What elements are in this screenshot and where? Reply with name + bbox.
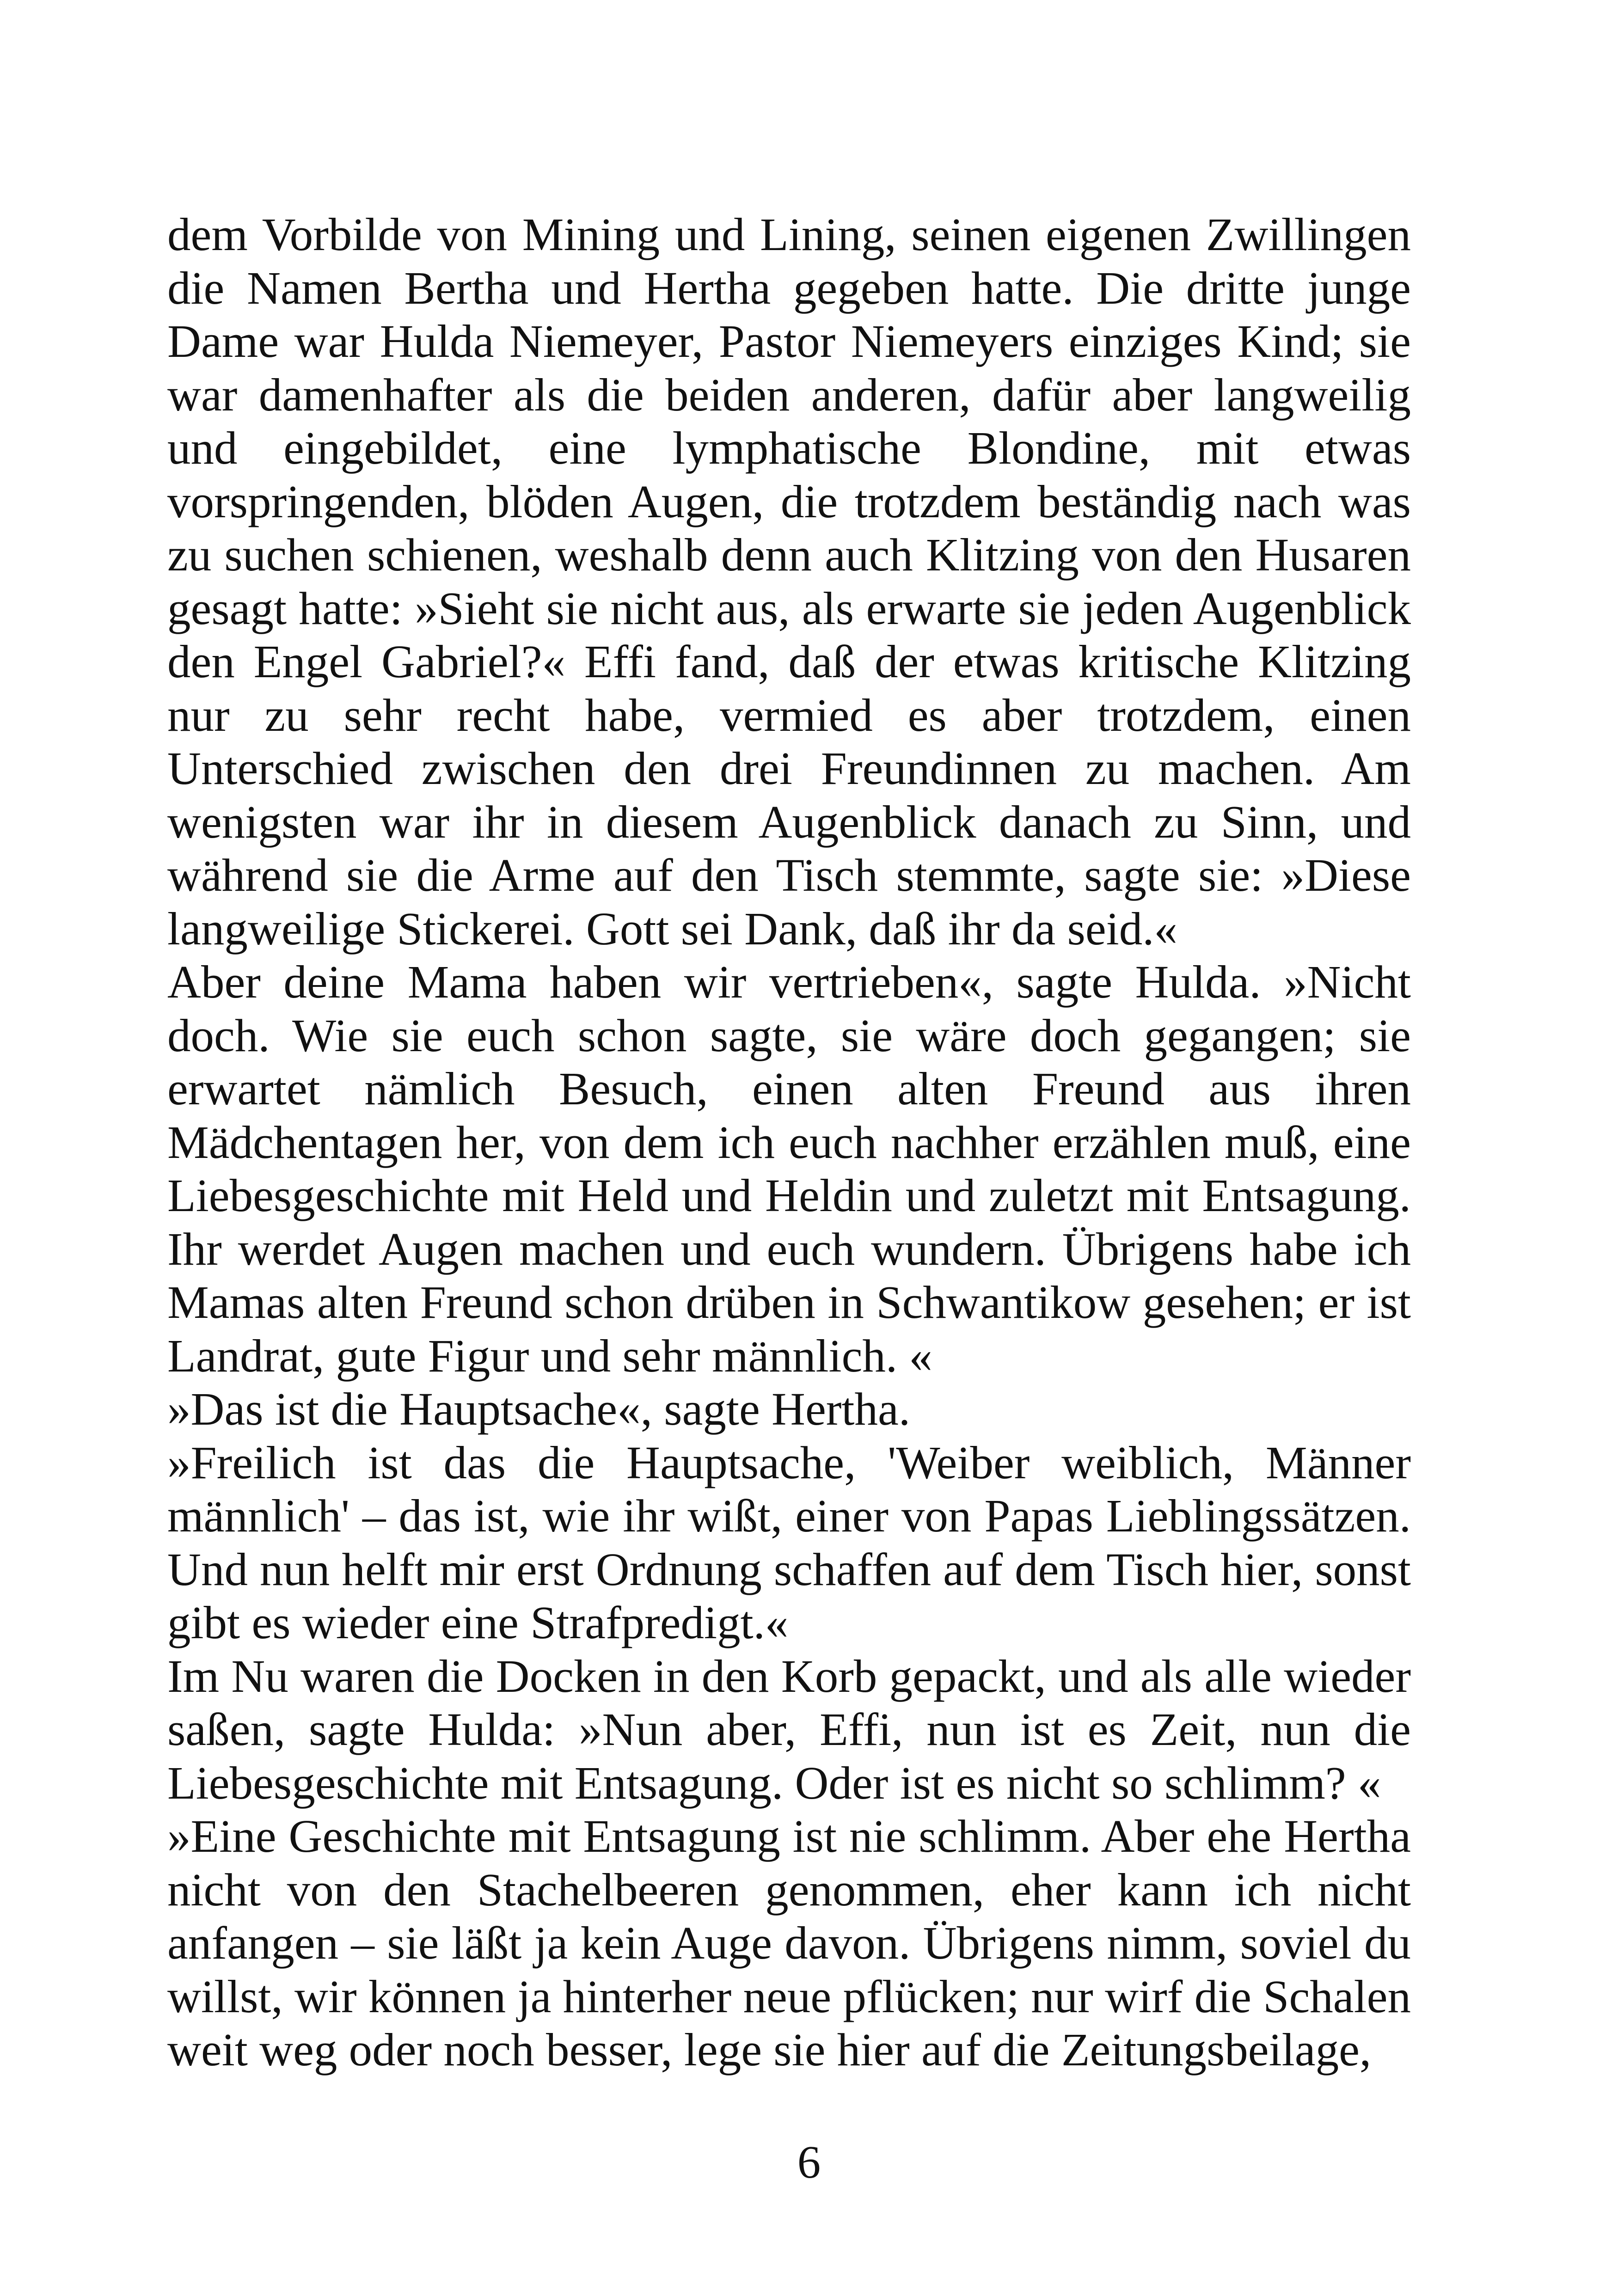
body-text — [167, 208, 1411, 2077]
page-number: 6 — [797, 2136, 821, 2188]
paragraph-4: »Freilich ist das die Hauptsache, 'Weiber weiblich, Männer männlich' – das ist, wie ihr wißt, einer von Papas Lieblingssätzen. Und nun helft mir erst Ordnung schaffen auf dem Tisch hier, sonst gibt es wieder eine Strafpredigt.« — [167, 1436, 1411, 1648]
paragraph-5: Im Nu waren die Docken in den Korb gepackt, und als alle wieder saßen, sagte Hulda: »Nun aber, Effi, nun ist es Zeit, nun die Liebesgeschichte mit Entsagung. Oder ist es nicht so schlimm? « — [167, 1650, 1411, 1809]
paragraph-1: dem Vorbilde von Mining und Lining, seinen eigenen Zwillingen die Namen Bertha und Hertha gegeben hatte. Die dritte junge Dame war Hulda Niemeyer, Pastor Niemeyers einziges Kind; sie war damenhafter als die beiden anderen, dafür aber langweilig und eingebildet, eine lymphatische Blondine, mit etwas vorspringenden, blöden Augen, die trotzdem beständig nach was zu suchen schienen, weshalb denn auch Klitzing von den Husaren gesagt hatte: »Sieht sie nicht aus, als erwarte sie jeden Augenblick den Engel Gabriel?« Effi fand, daß der etwas kritische Klitzing nur zu sehr recht habe, vermied es aber trotzdem, einen Unterschied zwischen den drei Freundinnen zu machen. Am wenigsten war ihr in diesem Augenblick danach zu Sinn, und während sie die Arme auf den Tisch stemmte, sagte sie: »Diese langweilige Stickerei. Gott sei Dank, daß ihr da seid.« — [167, 208, 1411, 955]
paragraph-3: »Das ist die Hauptsache«, sagte Hertha. — [167, 1383, 911, 1435]
paragraph-2: Aber deine Mama haben wir vertrieben«, sagte Hulda. »Nicht doch. Wie sie euch schon sagte, sie wäre doch gegangen; sie erwartet nämlich Besuch, einen alten Freund aus ihren Mädchentagen her, von dem ich euch nachher erzählen muß, eine Liebesgeschichte mit Held und Heldin und zuletzt mit Entsagung. Ihr werdet Augen machen und euch wundern. Übrigens habe ich Mamas alten Freund schon drüben in Schwantikow gesehen; er ist Landrat, gute Figur und sehr männlich. « — [167, 956, 1411, 1382]
paragraph-6: »Eine Geschichte mit Entsagung ist nie schlimm. Aber ehe Hertha nicht von den Stachelbeeren genommen, eher kann ich nicht anfangen – sie läßt ja kein Auge davon. Übrigens nimm, soviel du willst, wir können ja hinterher neue pflücken; nur wirf die Schalen weit weg oder noch besser, lege sie hier auf die Zeitungsbeilage, — [167, 1810, 1411, 2076]
